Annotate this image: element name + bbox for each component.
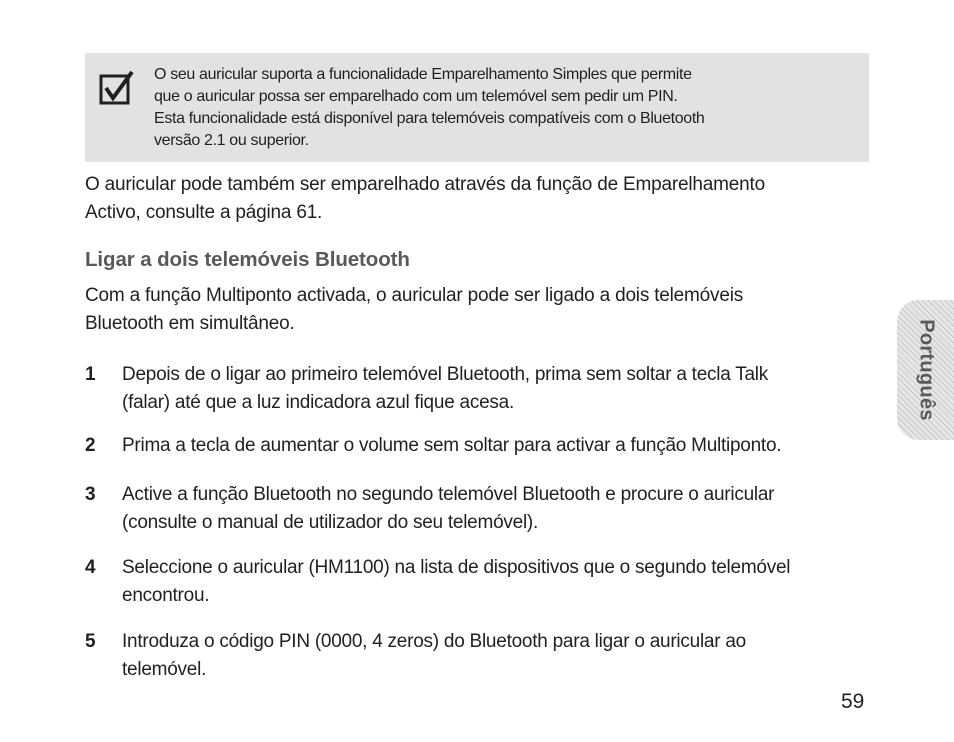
step-number: 5 [85, 631, 96, 652]
step-text [122, 481, 774, 537]
step-line: (falar) até que a luz indicadora azul fique acesa. [122, 392, 515, 413]
intro-line: O auricular pode também ser emparelhado através da função de Emparelhamento [85, 174, 765, 195]
step-number: 2 [85, 435, 96, 456]
step-line: Depois de o ligar ao primeiro telemóvel Bluetooth, prima sem soltar a tecla Talk [122, 364, 769, 385]
step-line: telemóvel. [122, 659, 207, 680]
note-line: O seu auricular suporta a funcionalidade Emparelhamento Simples que permite [154, 66, 692, 83]
step-number: 3 [85, 484, 96, 505]
note-line: versão 2.1 ou superior. [154, 132, 309, 149]
step-line: Prima a tecla de aumentar o volume sem soltar para activar a função Multiponto. [122, 435, 782, 456]
section-heading: Ligar a dois telemóveis Bluetooth [85, 248, 410, 271]
note-line: que o auricular possa ser emparelhado com um telemóvel sem pedir um PIN. [154, 88, 678, 105]
description-line: Com a função Multiponto activada, o auricular pode ser ligado a dois telemóveis [85, 285, 744, 306]
note-line: Esta funcionalidade está disponível para telemóveis compatíveis com o Bluetooth [154, 110, 705, 127]
step-line: Seleccione o auricular (HM1100) na lista de dispositivos que o segundo telemóvel [122, 557, 791, 578]
step-text [122, 432, 781, 460]
step-text [122, 628, 746, 684]
language-side-tab [897, 300, 954, 440]
intro-paragraph [85, 171, 875, 227]
step-number: 4 [85, 557, 96, 578]
checkbox-check-icon [99, 71, 135, 107]
step-text [122, 554, 790, 610]
step-line: Active a função Bluetooth no segundo telemóvel Bluetooth e procure o auricular [122, 484, 775, 505]
description-line: Bluetooth em simultâneo. [85, 313, 295, 334]
language-label: Português [915, 319, 937, 421]
step-number: 1 [85, 364, 96, 385]
intro-line: Activo, consulte a página 61. [85, 202, 323, 223]
step-line: encontrou. [122, 585, 210, 606]
step-line: (consulte o manual de utilizador do seu telemóvel). [122, 512, 539, 533]
section-description [85, 282, 875, 338]
note-text [154, 64, 854, 152]
step-text [122, 361, 768, 417]
step-line: Introduza o código PIN (0000, 4 zeros) do Bluetooth para ligar o auricular ao [122, 631, 746, 652]
note-box [85, 53, 869, 162]
page-number: 59 [841, 690, 865, 713]
